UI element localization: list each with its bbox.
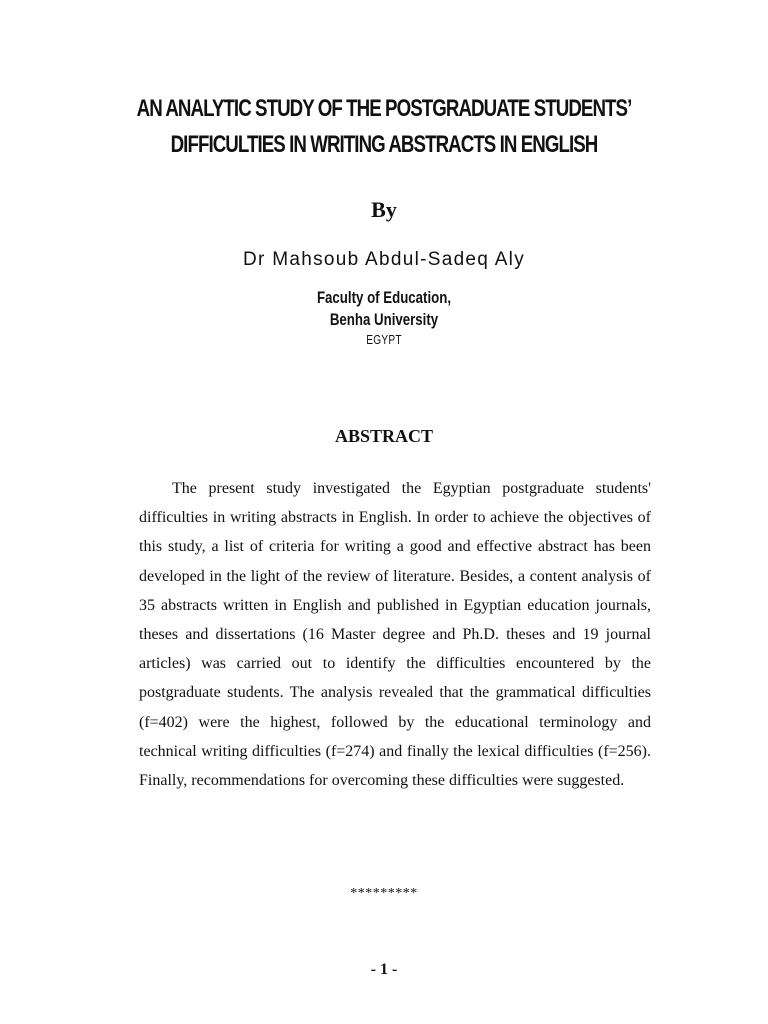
author-name: Dr Mahsoub Abdul-Sadeq Aly <box>242 249 525 270</box>
paper-title-line-1: AN ANALYTIC STUDY OF THE POSTGRADUATE STUDENTS’ <box>136 95 632 122</box>
page-number: - 1 - <box>370 961 398 978</box>
affiliation-faculty: Faculty of Education, <box>316 288 452 307</box>
abstract-body: The present study investigated the Egyptian postgraduate students' difficulties in writing abstracts in English. In order to achieve the objectives of this study, a list of criteria for writing a good and effective abstract has been developed in the light of the review of literature. Besides, a content analysis of 35 abstracts written in English and published in Egyptian education journals, theses and dissertations (16 Master degree and Ph.D. theses and 19 journal articles) was carried out to identify the difficulties encountered by the postgraduate students. The analysis revealed that the grammatical difficulties (f=402) were the highest, followed by the educational terminology and technical writing difficulties (f=274) and finally the lexical difficulties (f=256). Finally, recommendations for overcoming these difficulties were suggested. <box>139 480 651 790</box>
abstract-heading: ABSTRACT <box>334 426 434 446</box>
by-label: By <box>371 197 397 222</box>
affiliation-university: Benha University <box>329 310 439 329</box>
section-separator: ********* <box>350 886 418 901</box>
paper-title-line-2: DIFFICULTIES IN WRITING ABSTRACTS IN ENGLISH <box>170 131 598 158</box>
affiliation-country: EGYPT <box>366 332 402 347</box>
